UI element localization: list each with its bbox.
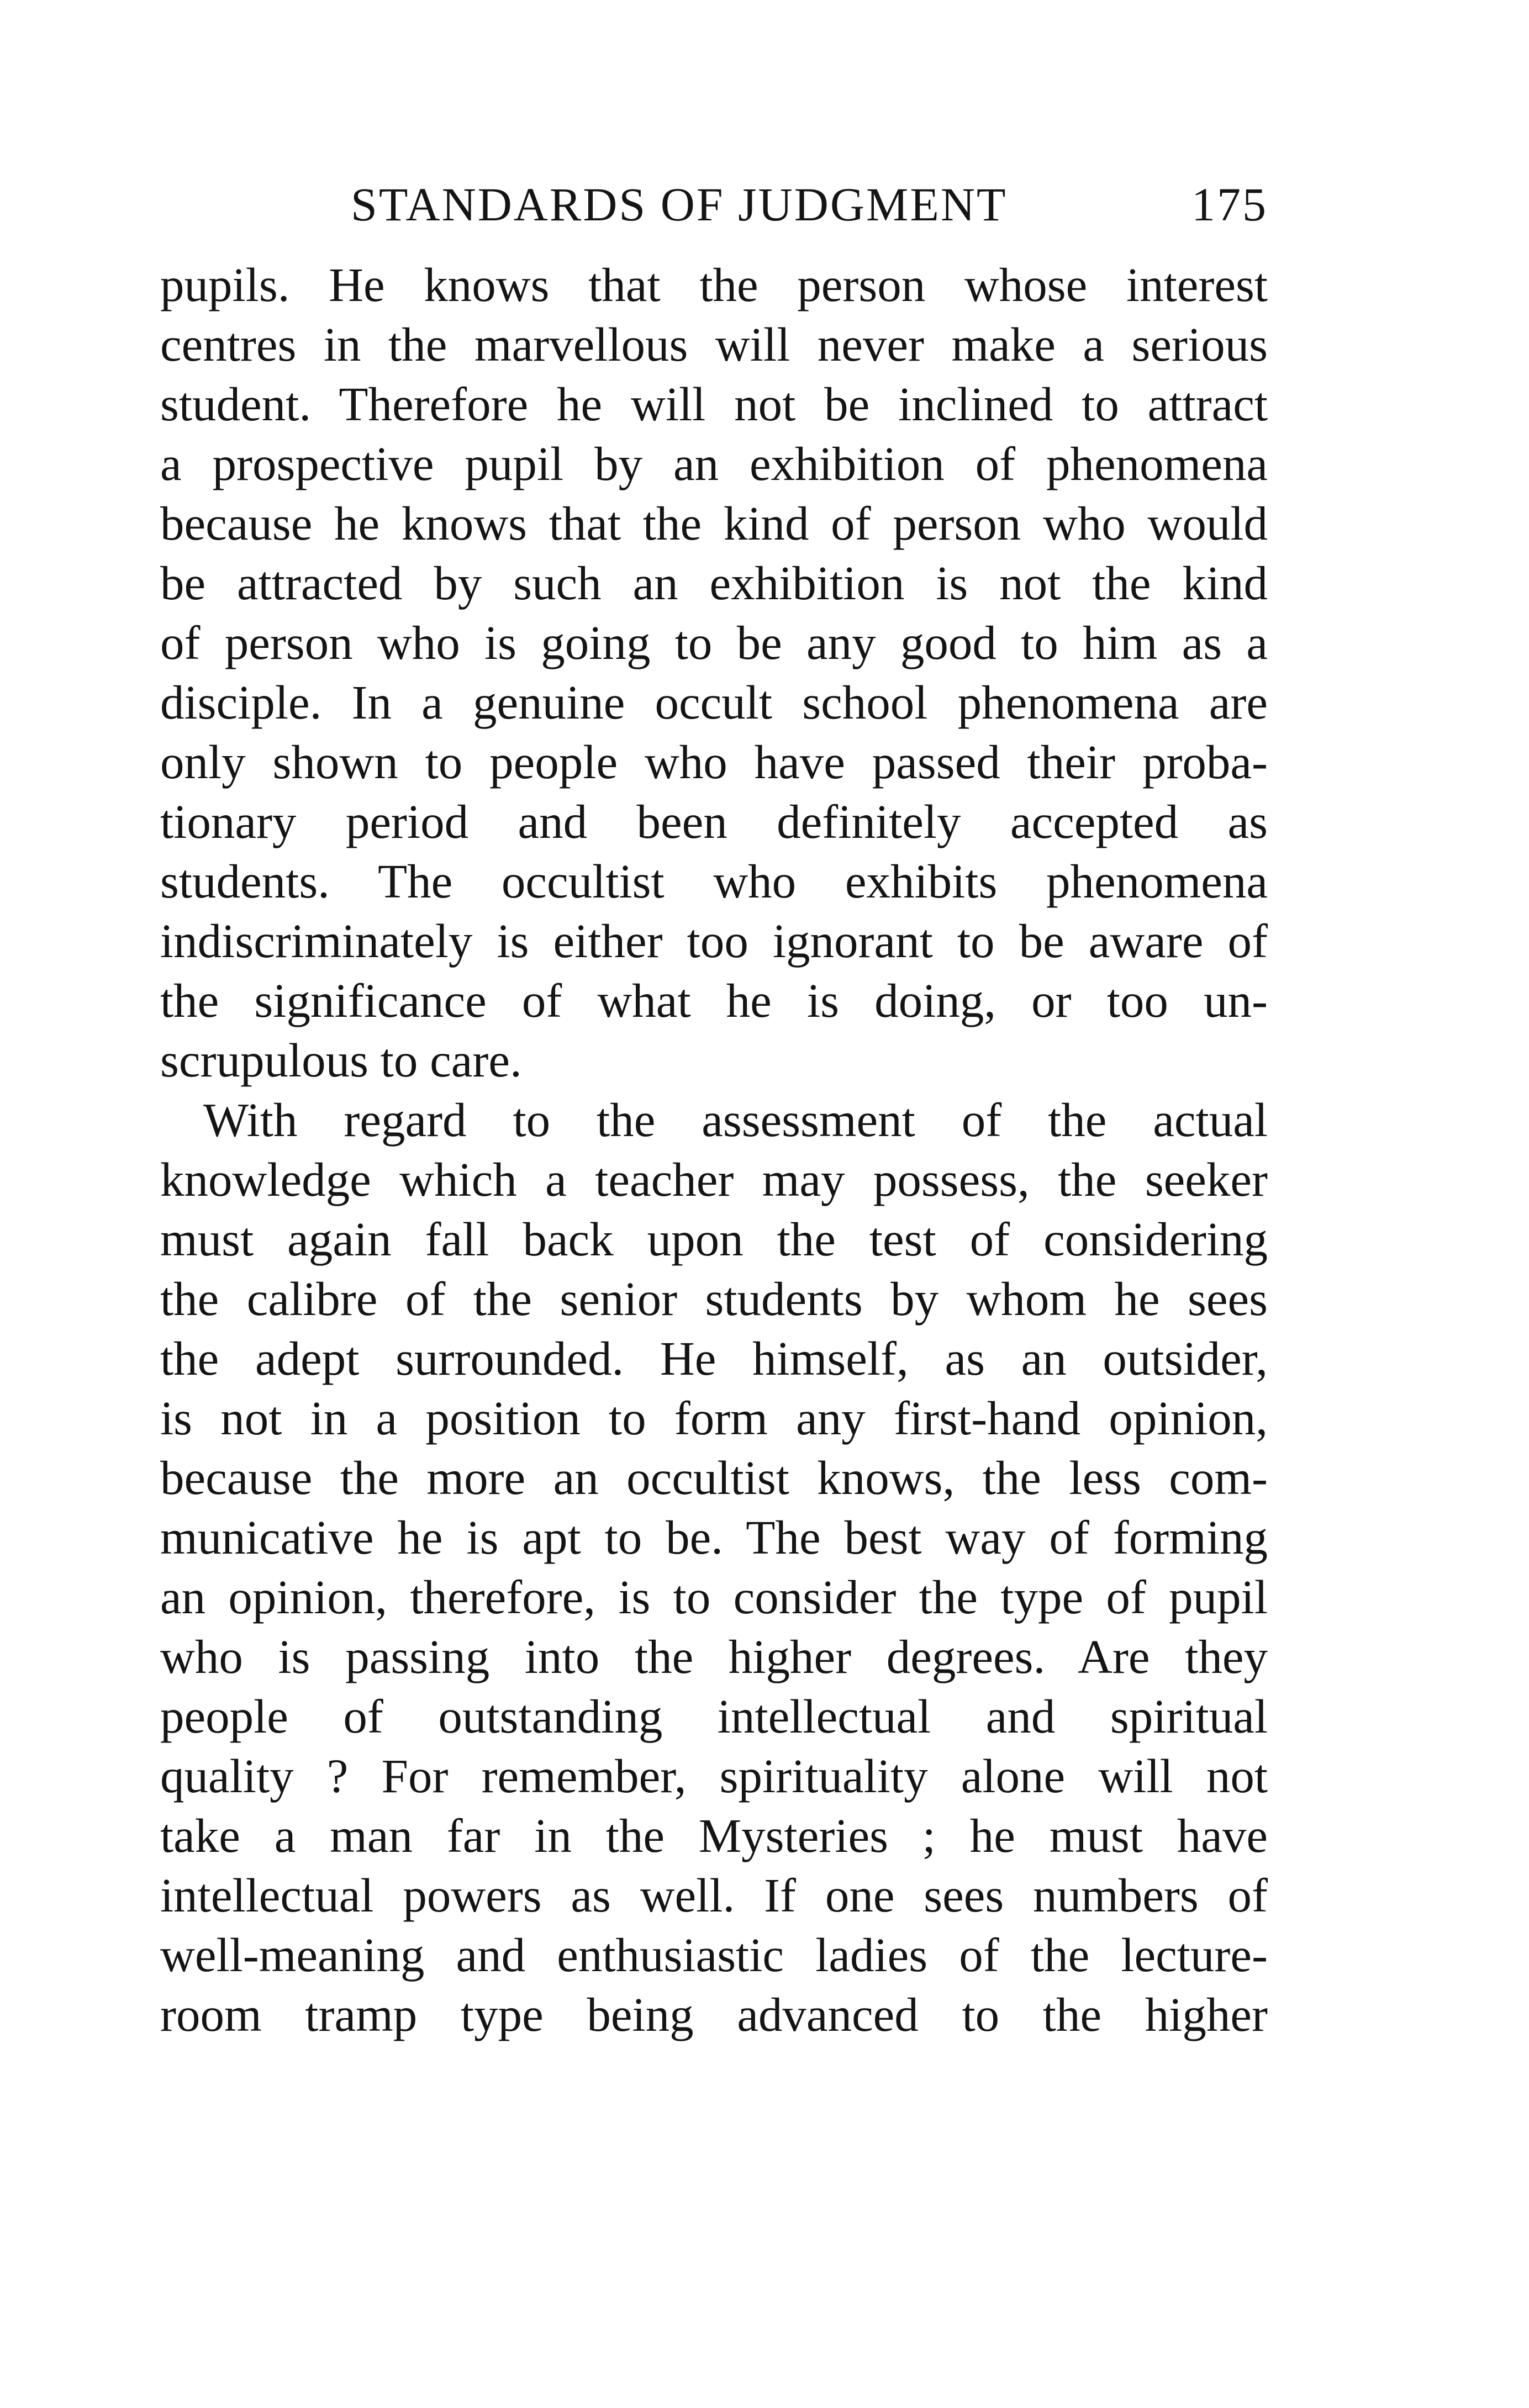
text-line: the adept surrounded. He himself, as an outsider, — [160, 1332, 1268, 1385]
text-line: the significance of what he is doing, or too un- — [160, 974, 1268, 1027]
text-line: With regard to the assessment of the actual — [203, 1093, 1268, 1147]
paragraph-1 — [160, 255, 1268, 1090]
text-line: tionary period and been definitely accepted as — [160, 795, 1268, 848]
text-line: an opinion, therefore, is to consider the type of pupil — [160, 1570, 1268, 1624]
text-line: quality ? For remember, spirituality alone will not — [160, 1749, 1268, 1803]
text-line: a prospective pupil by an exhibition of phenomena — [160, 437, 1268, 490]
text-line: is not in a position to form any first-hand opinion, — [160, 1391, 1268, 1445]
running-head — [160, 166, 1268, 243]
text-line: the calibre of the senior students by whom he sees — [160, 1272, 1268, 1326]
text-line: people of outstanding intellectual and spiritual — [160, 1689, 1268, 1743]
text-line: pupils. He knows that the person whose interest — [160, 258, 1268, 311]
text-line: knowledge which a teacher may possess, the seeker — [160, 1153, 1268, 1206]
text-line: indiscriminately is either too ignorant to be aware of — [160, 914, 1268, 968]
text-line: intellectual powers as well. If one sees numbers of — [160, 1868, 1268, 1922]
text-line: because the more an occultist knows, the less com- — [160, 1451, 1268, 1504]
text-line: well-meaning and enthusiastic ladies of the lecture- — [160, 1928, 1268, 1982]
text-line: because he knows that the kind of person who would — [160, 497, 1268, 550]
body-text — [160, 255, 1268, 2045]
text-line: who is passing into the higher degrees. Are they — [160, 1630, 1268, 1683]
text-line: be attracted by such an exhibition is not the kind — [160, 556, 1268, 610]
text-line: take a man far in the Mysteries ; he must have — [160, 1809, 1268, 1862]
text-line: municative he is apt to be. The best way of forming — [160, 1511, 1268, 1564]
text-line: scrupulous to care. — [160, 1033, 522, 1087]
text-line: disciple. In a genuine occult school phenomena are — [160, 675, 1268, 729]
running-title: STANDARDS OF JUDGMENT — [351, 178, 1008, 231]
text-line: must again fall back upon the test of considering — [160, 1212, 1268, 1266]
text-line: room tramp type being advanced to the higher — [160, 1988, 1268, 2041]
page-number: 175 — [1191, 178, 1268, 231]
text-line: centres in the marvellous will never make a serious — [160, 318, 1268, 371]
text-line: students. The occultist who exhibits phenomena — [160, 854, 1268, 908]
text-line: only shown to people who have passed their proba- — [160, 735, 1268, 789]
text-line: student. Therefore he will not be inclined to attract — [160, 377, 1268, 431]
text-line: of person who is going to be any good to him as a — [160, 616, 1268, 669]
paragraph-2 — [160, 1090, 1268, 2045]
